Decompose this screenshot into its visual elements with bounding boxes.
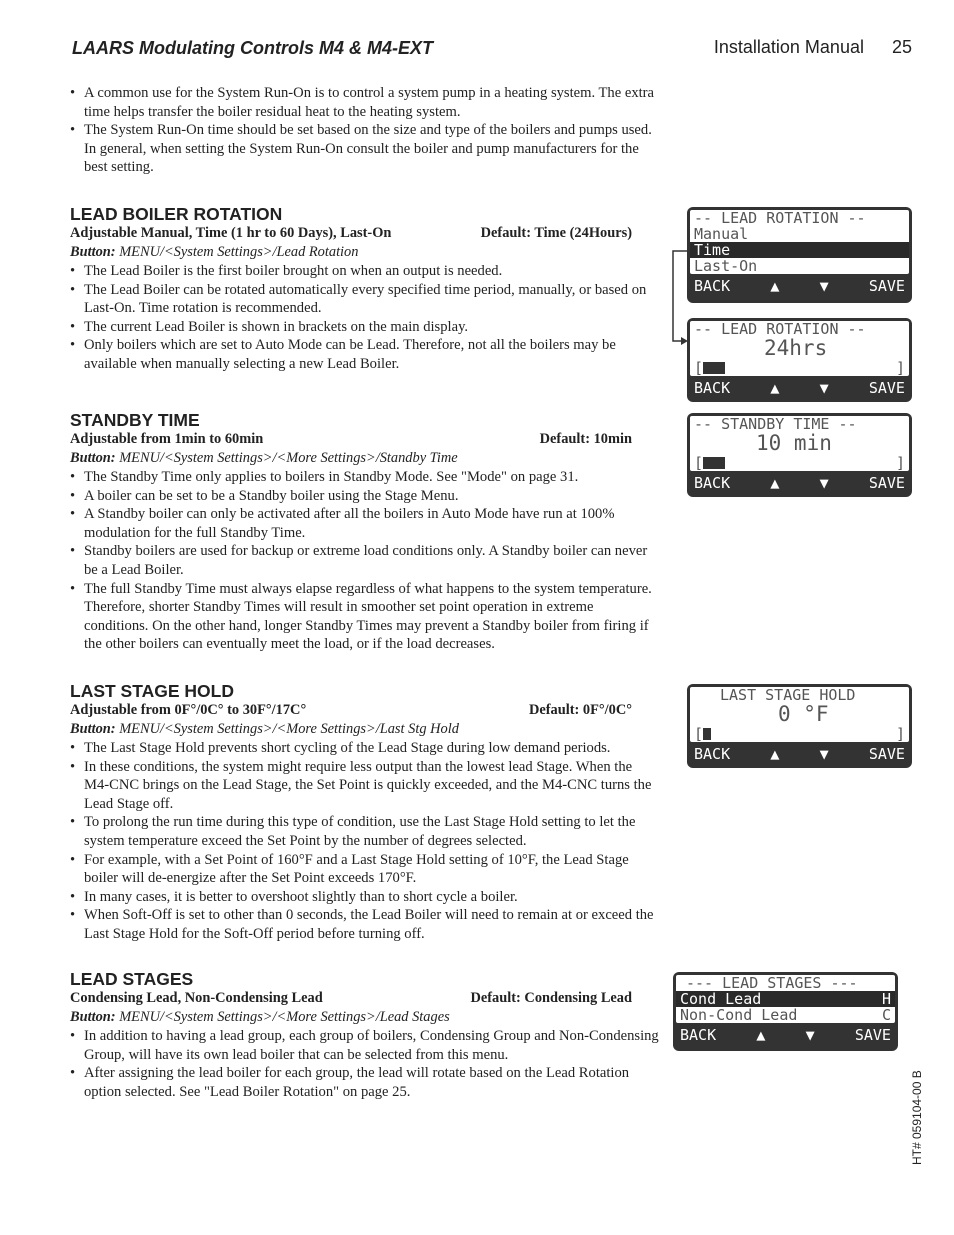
- cursor-bar: [703, 728, 711, 740]
- button-path: [70, 243, 660, 262]
- down-arrow-icon[interactable]: ▼: [805, 1026, 815, 1044]
- save-button[interactable]: SAVE: [868, 277, 905, 295]
- list-item: • For example, with a Set Point of 160°F and a Last Stage Hold setting of 10°F, the Lead Stage boiler will de-energize after the Set Point exceeds 170°F.: [70, 851, 660, 888]
- list-item: • To prolong the run time during this type of condition, use the Last Stage Hold setting to let the system temperature exceed the Set Point by the number of degrees selected.: [70, 813, 660, 850]
- adjustable-range: Adjustable from 1min to 60min: [70, 431, 264, 447]
- adjustable-range: Condensing Lead, Non-Condensing Lead: [70, 990, 323, 1006]
- lcd-cursor-line: [690, 455, 909, 471]
- option-value: H: [881, 991, 891, 1007]
- down-arrow-icon[interactable]: ▼: [819, 745, 829, 763]
- button-label: Button:: [70, 450, 116, 466]
- cursor-bar: [703, 457, 725, 469]
- down-arrow-icon[interactable]: ▼: [819, 379, 829, 397]
- list-item: • The full Standby Time must always elapse regardless of what happens to the system temperature. Therefore, shorter Standby Times will result in smoother set point operation in extreme conditions. On the other hand, longer Standby Times may prevent a Standby boiler from firing if the other boilers can eventually meet the load, or if the load decreases.: [70, 580, 660, 654]
- lcd-option-non-cond-lead[interactable]: [676, 1007, 895, 1023]
- standby-section: [70, 410, 660, 654]
- bracket-right: ]: [895, 360, 905, 376]
- list-item: • In these conditions, the system might require less output than the lowest lead Stage. When the M4-CNC brings on the Lead Stage, the Set Point is quickly exceeded, and the M4-CNC turns the Lead Stage off.: [70, 758, 660, 814]
- back-button[interactable]: BACK: [694, 277, 731, 295]
- list-item: • In many cases, it is better to overshoot slightly than to short cycle a boiler.: [70, 888, 660, 907]
- section-heading: STANDBY TIME: [70, 410, 200, 430]
- adjustable-line: [70, 430, 632, 449]
- lcd-lead-stages: [673, 972, 898, 1051]
- button-path: [70, 720, 660, 739]
- button-label: Button:: [70, 244, 116, 260]
- list-item: • The Lead Boiler can be rotated automatically every specified time period, manually, or based on Last-On. Time rotation is recommended.: [70, 281, 660, 318]
- lcd-value: 0 °F: [778, 702, 829, 726]
- section-heading: LEAD STAGES: [70, 969, 194, 989]
- button-path: [70, 1008, 660, 1027]
- lcd-option-last-on[interactable]: Last-On: [694, 258, 758, 274]
- option-value: C: [881, 1007, 891, 1023]
- button-path-text: MENU/<System Settings>/<More Settings>/Last Stg Hold: [115, 721, 459, 737]
- up-arrow-icon[interactable]: ▲: [770, 379, 780, 397]
- save-button[interactable]: SAVE: [854, 1026, 891, 1044]
- lcd-option-time[interactable]: Time: [690, 242, 909, 258]
- option-label: Cond Lead: [680, 991, 762, 1007]
- lcd-title: -- STANDBY TIME --: [694, 416, 857, 432]
- up-arrow-icon[interactable]: ▲: [770, 474, 780, 492]
- lcd-title: -- LEAD ROTATION --: [694, 210, 866, 226]
- list-item: • Only boilers which are set to Auto Mode can be Lead. Therefore, not all the boilers may be available when manually selecting a new Lead Boiler.: [70, 336, 660, 373]
- adjustable-line: [70, 989, 632, 1008]
- intro-section: [70, 84, 660, 177]
- list-item: • A common use for the System Run-On is to control a system pump in a heating system. The extra time helps transfer the boiler residual heat to the heating system.: [70, 84, 660, 121]
- lcd-softkey-bar: [690, 471, 909, 495]
- default-value: Default: Condensing Lead: [470, 990, 632, 1006]
- down-arrow-icon[interactable]: ▼: [819, 474, 829, 492]
- manual-label: Installation Manual: [713, 37, 864, 57]
- lcd-title: -- LEAD ROTATION --: [694, 321, 866, 337]
- adjustable-line: [70, 701, 632, 720]
- list-item: • After assigning the lead boiler for each group, the lead will rotate based on the Lead Rotation option selected. See "Lead Boiler Rotation" on page 25.: [70, 1064, 660, 1101]
- list-item: • A Standby boiler can only be activated after all the boilers in Auto Mode have run at 100% modulation for the full Standby Time.: [70, 505, 660, 542]
- default-value: Default: 0F°/0C°: [528, 702, 632, 718]
- lcd-softkey-bar: [690, 274, 909, 298]
- list-item: • Standby boilers are used for backup or extreme load conditions only. A Standby boiler can never be a Lead Boiler.: [70, 542, 660, 579]
- button-label: Button:: [70, 1009, 116, 1025]
- section-heading: LEAD BOILER ROTATION: [70, 204, 283, 224]
- lead-rotation-section: [70, 204, 660, 374]
- back-button[interactable]: BACK: [694, 474, 731, 492]
- list-item: • When Soft-Off is set to other than 0 seconds, the Lead Boiler will need to remain at or exceed the Last Stage Hold for the Soft-Off period before turning off.: [70, 906, 660, 943]
- lcd-standby-time: [687, 413, 912, 497]
- adjustable-range: Adjustable from 0F°/0C° to 30F°/17C°: [70, 702, 307, 718]
- bracket-left: [: [694, 455, 704, 471]
- list-item: • The System Run-On time should be set based on the size and type of the boilers and pumps used. In general, when setting the System Run-On consult the boiler and pump manufacturers for the best setting.: [70, 121, 660, 177]
- lcd-last-stage-hold: [687, 684, 912, 768]
- header-right: [686, 37, 912, 58]
- save-button[interactable]: SAVE: [868, 474, 905, 492]
- document-code: HT# 059104-00 B: [910, 1070, 924, 1165]
- lcd-option-manual[interactable]: Manual: [694, 226, 749, 242]
- bracket-right: ]: [895, 726, 905, 742]
- list-item: • The current Lead Boiler is shown in brackets on the main display.: [70, 318, 660, 337]
- save-button[interactable]: SAVE: [868, 745, 905, 763]
- lcd-softkey-bar: [690, 742, 909, 766]
- lcd-cursor-line: [690, 726, 909, 742]
- last-stage-section: [70, 681, 660, 944]
- page-number: 25: [891, 37, 912, 57]
- button-label: Button:: [70, 721, 116, 737]
- section-heading: LAST STAGE HOLD: [70, 681, 234, 701]
- list-item: • The Last Stage Hold prevents short cycling of the Lead Stage during low demand periods.: [70, 739, 660, 758]
- up-arrow-icon[interactable]: ▲: [756, 1026, 766, 1044]
- list-item: • The Lead Boiler is the first boiler brought on when an output is needed.: [70, 262, 660, 281]
- button-path-text: MENU/<System Settings>/Lead Rotation: [115, 244, 359, 260]
- lcd-softkey-bar: [676, 1023, 895, 1047]
- list-item: • In addition to having a lead group, each group of boilers, Condensing Group and Non-Condensing Group, will have its own lead boiler that can be selected from this menu.: [70, 1027, 660, 1064]
- button-path-text: MENU/<System Settings>/<More Settings>/Lead Stages: [115, 1009, 450, 1025]
- lcd-value: 24hrs: [764, 336, 828, 360]
- lcd-cursor-line: [690, 360, 909, 376]
- lcd-value: 10 min: [756, 431, 832, 455]
- lcd-option-cond-lead[interactable]: [676, 991, 895, 1007]
- document-title: LAARS Modulating Controls M4 & M4-EXT: [72, 38, 433, 58]
- lcd-title: LAST STAGE HOLD: [720, 687, 856, 703]
- bracket-right: ]: [895, 455, 905, 471]
- lcd-softkey-bar: [690, 376, 909, 400]
- lcd-title: --- LEAD STAGES ---: [686, 975, 858, 991]
- lead-stages-section: [70, 969, 660, 1101]
- default-value: Default: Time (24Hours): [480, 225, 632, 241]
- adjustable-line: [70, 224, 632, 243]
- list-item: • The Standby Time only applies to boilers in Standby Mode. See "Mode" on page 31.: [70, 468, 660, 487]
- option-label: Non-Cond Lead: [680, 1007, 798, 1023]
- save-button[interactable]: SAVE: [868, 379, 905, 397]
- up-arrow-icon[interactable]: ▲: [770, 277, 780, 295]
- button-path: [70, 449, 660, 468]
- button-path-text: MENU/<System Settings>/<More Settings>/Standby Time: [115, 450, 458, 466]
- bracket-left: [: [694, 726, 704, 742]
- down-arrow-icon[interactable]: ▼: [819, 277, 829, 295]
- lcd-lead-rotation-menu: [687, 207, 912, 303]
- default-value: Default: 10min: [539, 431, 632, 447]
- up-arrow-icon[interactable]: ▲: [770, 745, 780, 763]
- list-item: • A boiler can be set to be a Standby boiler using the Stage Menu.: [70, 487, 660, 506]
- lcd-lead-rotation-value: [687, 318, 912, 402]
- back-button[interactable]: BACK: [694, 379, 731, 397]
- adjustable-range: Adjustable Manual, Time (1 hr to 60 Days), Last-On: [70, 225, 392, 241]
- bracket-left: [: [694, 360, 704, 376]
- back-button[interactable]: BACK: [680, 1026, 717, 1044]
- cursor-bar: [703, 362, 725, 374]
- back-button[interactable]: BACK: [694, 745, 731, 763]
